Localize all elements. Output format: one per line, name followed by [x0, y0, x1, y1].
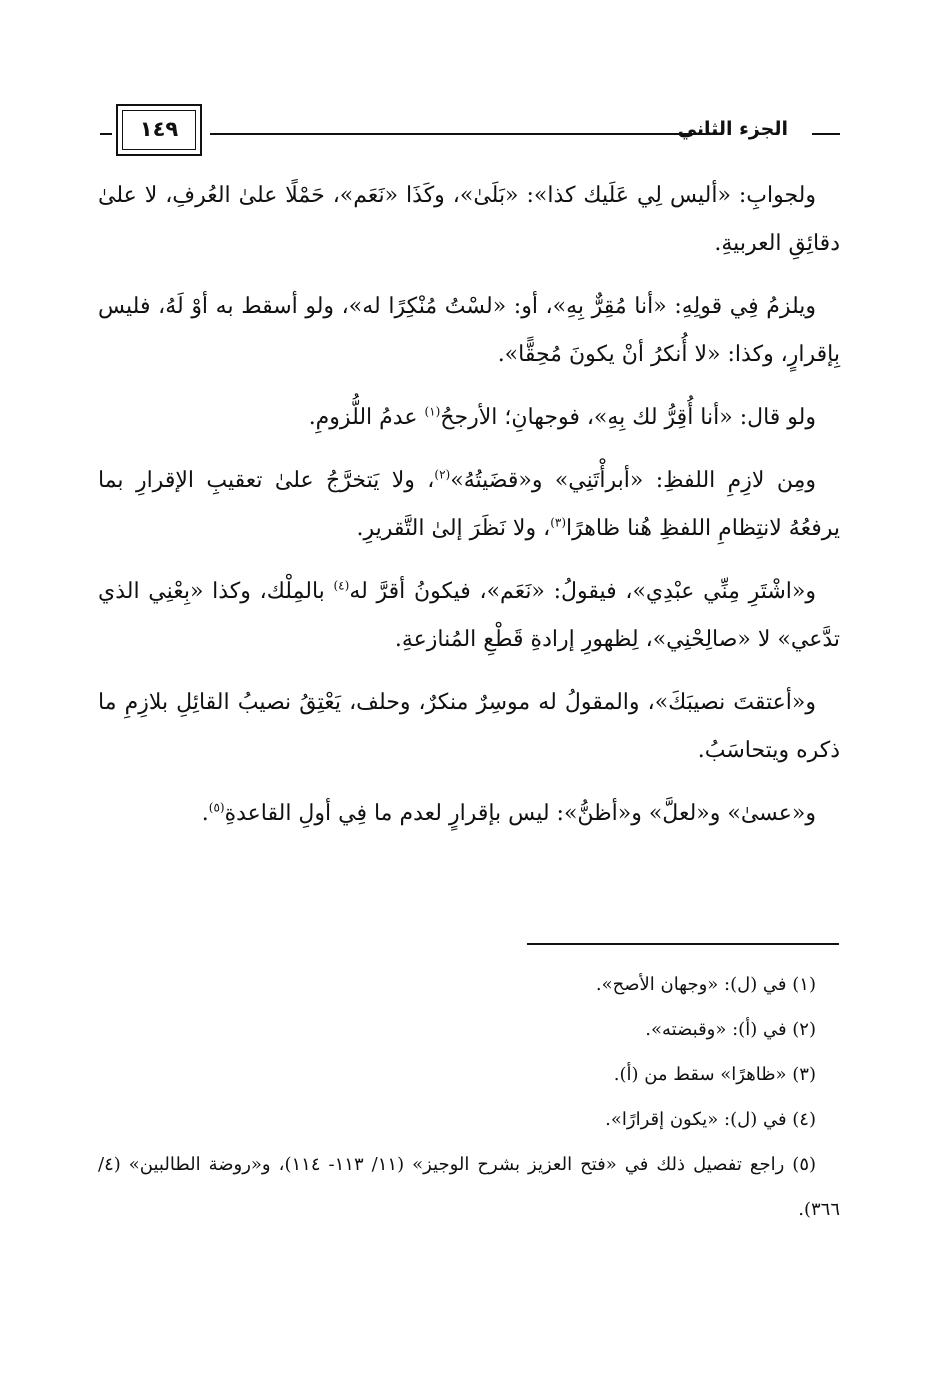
header-rule-right: [812, 133, 840, 135]
footnote-reference[interactable]: (٢): [434, 467, 451, 482]
paragraph-text: ، ولا يَتخرَّجُ علىٰ تعقيبِ الإقرارِ بما يرفعُهُ لانتِظامِ اللفظِ هُنا ظاهرًا: [98, 468, 840, 541]
footnote-reference[interactable]: (١): [424, 404, 441, 419]
paragraph-text: و«عسىٰ» و«لعلَّ» و«أظنُّ»: ليس بإقرارٍ لعدم ما فِي أولِ القاعدةِ: [224, 801, 816, 826]
paragraph-text: عدمُ اللُّزومِ.: [308, 405, 425, 430]
paragraph-text: و«اشْتَرِ مِنِّي عبْدِي»، فيقولُ: «نَعَم»، فيكونُ أقرَّ له: [349, 579, 816, 604]
footnote: (٢) في (أ): «وقبضته».: [645, 1019, 816, 1040]
paragraph: [98, 457, 840, 553]
footnote-reference[interactable]: (٣): [550, 515, 567, 530]
footnote: (٥) راجع تفصيل ذلك في «فتح العزيز بشرح الوجيز» (١١/ ١١٣- ١١٤)، و«روضة الطالبين» (٤/ ٣٦٦).: [98, 1154, 840, 1220]
page-number-frame: [116, 104, 202, 156]
paragraph: [98, 568, 840, 664]
paragraph-text: ويلزمُ فِي قولِهِ: «أنا مُقِرٌّ بِهِ»، أو: «لسْتُ مُنْكِرًا له»، ولو أسقط به أوْ لَهُ، فليس بِإقرارٍ، وكذا: «لا أُنكرُ أنْ يكونَ مُحِقًّا».: [98, 294, 840, 367]
footnote-separator: [527, 943, 839, 945]
paragraph: [98, 679, 840, 775]
paragraph-text: و«أعتقتَ نصيبَكَ»، والمقولُ له موسِرٌ منكرٌ، وحلف، يَعْتِقُ نصيبُ القائِلِ بلازِمِ ما ذكره ويتحاسَبُ.: [98, 690, 840, 763]
paragraph-text: بالمِلْك، وكذا «بِعْنِي الذي تدَّعي» لا «صالِحْنِي»، لِظهورِ إرادةِ قَطْعِ المُنازعةِ.: [98, 579, 840, 652]
header-rule-left: [100, 133, 112, 135]
footnote-reference[interactable]: (٥): [208, 800, 225, 815]
page-number: ١٤٩: [139, 117, 179, 141]
main-text: [98, 172, 840, 853]
paragraph: [98, 172, 840, 268]
paragraph-text: ، ولا نَظَرَ إلىٰ التَّقريرِ.: [356, 516, 551, 541]
paragraph-text: ولجوابِ: «أليس لِي عَلَيك كذا»: «بَلَىٰ»، وكَذَا «نَعَم»، حَمْلًا علىٰ العُرفِ، لا علىٰ دقائِقِ العربيةِ.: [98, 183, 840, 256]
paragraph-text: ولو قال: «أنا أُقِرُّ لك بِهِ»، فوجهانِ؛ الأرجحُ: [440, 405, 816, 430]
footnotes: [98, 962, 840, 1232]
page-header: [100, 100, 840, 162]
paragraph: [98, 283, 840, 379]
footnote-reference[interactable]: (٤): [333, 578, 350, 593]
paragraph-text: .: [201, 801, 209, 826]
footnote: (٤) في (ل): «يكون إقرارًا».: [605, 1109, 816, 1130]
paragraph: [98, 790, 840, 838]
paragraph-text: ومِن لازِمِ اللفظِ: «أبرأْتَنِي» و«قضَيتُهُ»: [450, 468, 816, 493]
paragraph: [98, 394, 840, 442]
footnote: (١) في (ل): «وجهان الأصح».: [595, 974, 816, 995]
running-head-title: الجزء الثاني: [677, 118, 788, 140]
footnote: (٣) «ظاهرًا» سقط من (أ).: [613, 1064, 816, 1085]
header-rule-middle: [210, 133, 720, 135]
